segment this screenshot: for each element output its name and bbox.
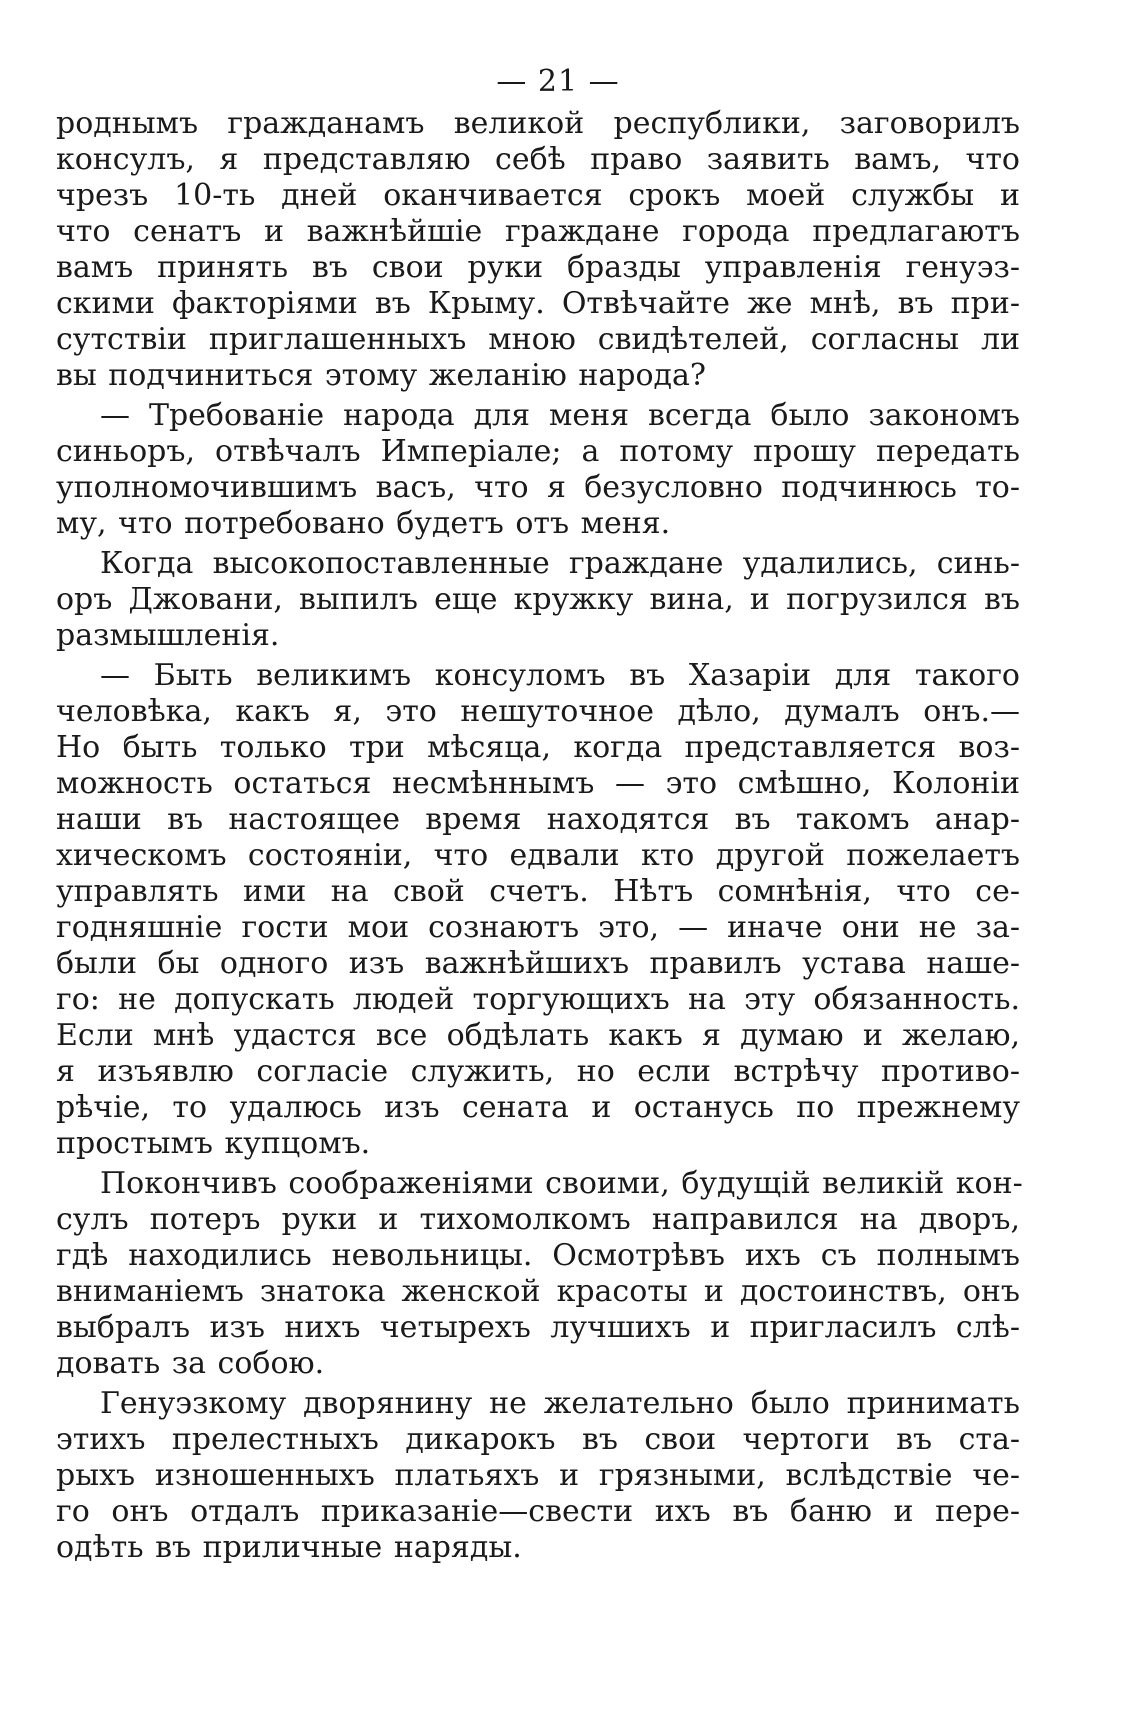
paragraph — [56, 106, 1020, 394]
paragraph — [56, 546, 1020, 654]
text-line: Если мнѣ удастся все обдѣлать какъ я думаю и желаю, — [56, 1018, 1020, 1053]
text-line: этихъ прелестныхъ дикарокъ въ свои чертоги въ ста- — [56, 1422, 1020, 1457]
text-line: гдѣ находились невольницы. Осмотрѣвъ ихъ съ полнымъ — [56, 1238, 1020, 1273]
text-line: го онъ отдалъ приказаніе—свести ихъ въ баню и пере- — [56, 1494, 1020, 1529]
text-line: наши въ настоящее время находятся въ такомъ анар- — [56, 802, 1020, 837]
text-line: го: не допускать людей торгующихъ на эту обязанность. — [56, 982, 1020, 1017]
text-line: вамъ принять въ свои руки бразды управленія генуэз- — [56, 250, 1020, 285]
text-line: годняшніе гости мои сознаютъ это, — иначе они не за- — [56, 910, 1020, 945]
text-line: довать за собою. — [56, 1346, 325, 1381]
paragraph — [56, 658, 1020, 1162]
book-page — [56, 62, 1023, 1570]
text-line: одѣть въ приличные наряды. — [56, 1530, 522, 1565]
paragraph — [56, 1166, 1023, 1382]
text-line: сутствіи приглашенныхъ мною свидѣтелей, согласны ли — [56, 322, 1020, 357]
text-line: можность остаться несмѣннымъ — это смѣшно, Колоніи — [56, 766, 1020, 801]
text-line: чрезъ 10-ть дней оканчивается срокъ моей службы и — [56, 178, 1020, 213]
text-line: рѣчіе, то удалюсь изъ сената и останусь по прежнему — [56, 1090, 1020, 1125]
text-line: му, что потребовано будетъ отъ меня. — [56, 506, 671, 541]
text-line: Генуэзкому дворянину не желательно было принимать — [100, 1386, 1020, 1421]
text-line: синьоръ, отвѣчалъ Имперіале; а потому прошу передать — [56, 434, 1020, 469]
text-line: скими факторіями въ Крыму. Отвѣчайте же мнѣ, въ при- — [56, 286, 1020, 321]
text-line: что сенатъ и важнѣйшіе граждане города предлагаютъ — [56, 214, 1020, 249]
paragraph — [56, 398, 1020, 542]
text-line: сулъ потеръ руки и тихомолкомъ направился на дворъ, — [56, 1202, 1020, 1237]
text-line: рыхъ изношенныхъ платьяхъ и грязными, вслѣдствіе че- — [56, 1458, 1020, 1493]
paragraph — [56, 1386, 1020, 1566]
text-line: размышленія. — [56, 618, 280, 653]
text-line: — Быть великимъ консуломъ въ Хазаріи для такого — [100, 658, 1020, 693]
text-line: консулъ, я представляю себѣ право заявить вамъ, что — [56, 142, 1020, 177]
text-line: простымъ купцомъ. — [56, 1126, 371, 1161]
text-line: Но быть только три мѣсяца, когда представляется воз- — [56, 730, 1020, 765]
text-line: были бы одного изъ важнѣйшихъ правилъ устава наше- — [56, 946, 1020, 981]
text-line: выбралъ изъ нихъ четырехъ лучшихъ и пригласилъ слѣ- — [56, 1310, 1020, 1345]
text-line: роднымъ гражданамъ великой республики, заговорилъ — [56, 106, 1020, 141]
text-line: вы подчиниться этому желанію народа? — [56, 358, 706, 393]
text-line: Покончивъ соображеніями своими, будущій великій кон- — [100, 1166, 1023, 1201]
page-body-text — [56, 106, 1023, 1566]
text-line: — Требованіе народа для меня всегда было закономъ — [100, 398, 1020, 433]
text-line: хическомъ состояніи, что едвали кто другой пожелаетъ — [56, 838, 1020, 873]
text-line: вниманіемъ знатока женской красоты и достоинствъ, онъ — [56, 1274, 1020, 1309]
text-line: управлять ими на свой счетъ. Нѣтъ сомнѣнія, что се- — [56, 874, 1020, 909]
text-line: оръ Джовани, выпилъ еще кружку вина, и погрузился въ — [56, 582, 1020, 617]
text-line: я изъявлю согласіе служить, но если встрѣчу противо- — [56, 1054, 1020, 1089]
text-line: Когда высокопоставленные граждане удалились, синь- — [100, 546, 1020, 581]
text-line: уполномочившимъ васъ, что я безусловно подчинюсь то- — [56, 470, 1020, 505]
text-line: человѣка, какъ я, это нешуточное дѣло, думалъ онъ.— — [56, 694, 1020, 729]
page-number: — 21 — — [496, 64, 620, 99]
